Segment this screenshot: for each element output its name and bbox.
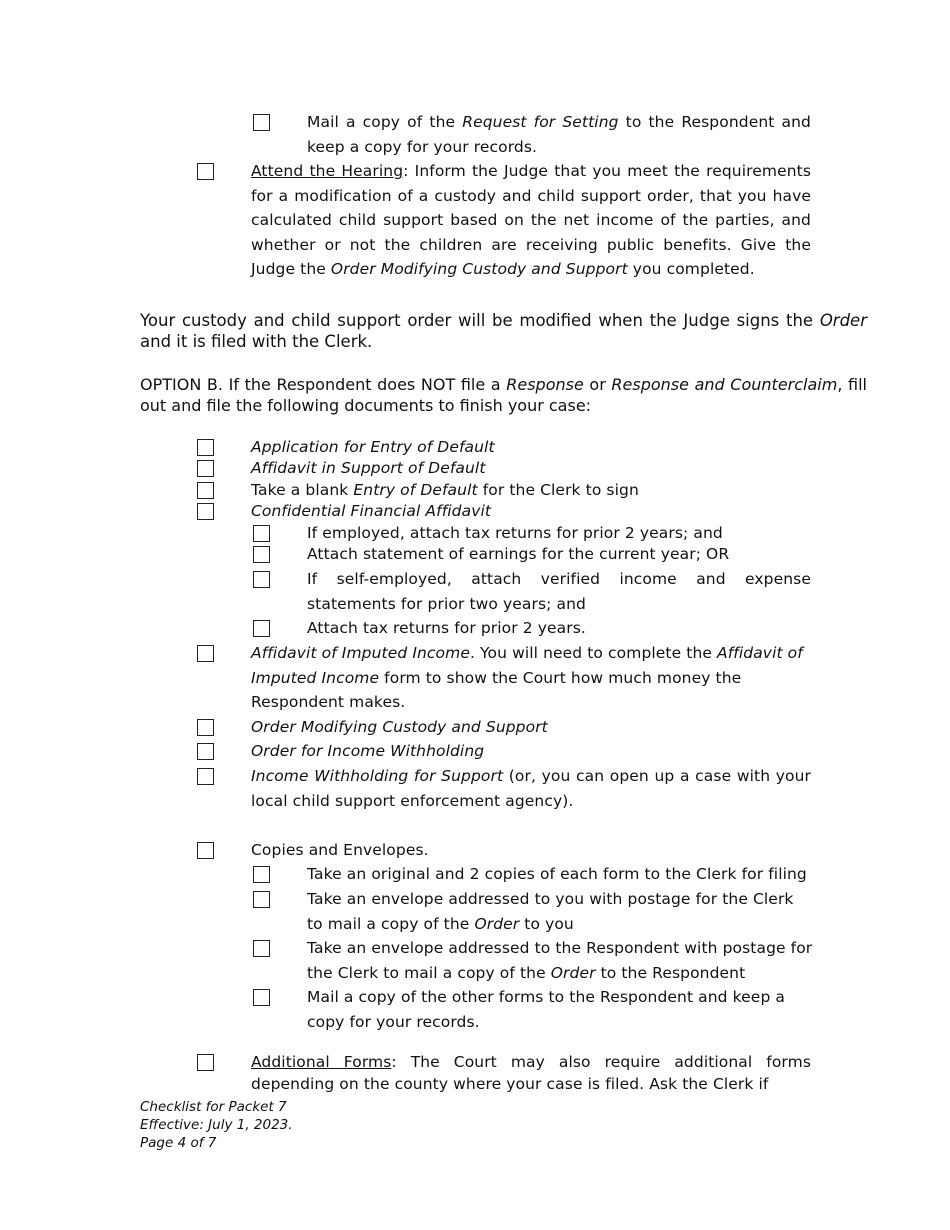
- option-b-label: OPTION B.: [140, 375, 223, 394]
- checkbox-imputed-income[interactable]: [197, 645, 214, 662]
- item-order-withholding: Order for Income Withholding: [251, 742, 485, 760]
- item-imputed-income: Affidavit of Imputed Income. You will need to complete the Affidavit of Imputed Income form to show the Court how much money the Respondent makes.: [251, 644, 803, 711]
- checkbox-application-default[interactable]: [197, 439, 214, 456]
- checkbox-original-copies[interactable]: [253, 866, 270, 883]
- item-mail-other-forms: Mail a copy of the other forms to the Respondent and keep a copy for your records.: [307, 988, 786, 1031]
- item-attach-tax-returns: Attach tax returns for prior 2 years.: [307, 619, 586, 637]
- item-copies-envelopes: Copies and Envelopes.: [251, 841, 429, 859]
- checkbox-employed-tax-returns[interactable]: [253, 525, 270, 542]
- item-mail-request-setting: Mail a copy of the Request for Setting to the Respondent and keep a copy for your records.: [307, 113, 811, 156]
- item-income-withholding: Income Withholding for Support (or, you can open up a case with your local child support enforcement agency).: [251, 767, 811, 810]
- item-self-employed: If self-employed, attach verified income and expense statements for prior two years; and: [307, 570, 811, 613]
- checkbox-envelope-you[interactable]: [253, 891, 270, 908]
- checkbox-additional-forms[interactable]: [197, 1054, 214, 1071]
- checkbox-statement-earnings[interactable]: [253, 546, 270, 563]
- item-statement-earnings: Attach statement of earnings for the current year; OR: [307, 545, 730, 563]
- checkbox-affidavit-default[interactable]: [197, 460, 214, 477]
- footer-checklist-title: Checklist for Packet 7: [140, 1099, 287, 1115]
- footer-effective-date: Effective: July 1, 2023.: [140, 1117, 293, 1133]
- checkbox-copies-envelopes[interactable]: [197, 842, 214, 859]
- footer-page-number: Page 4 of 7: [140, 1135, 217, 1151]
- checkbox-attend-hearing[interactable]: [197, 163, 214, 180]
- item-additional-forms: Additional Forms: The Court may also require additional forms depending on the county where your case is filed. Ask the Clerk if: [251, 1053, 811, 1093]
- checkbox-attach-tax-returns[interactable]: [253, 620, 270, 637]
- checkbox-mail-other-forms[interactable]: [253, 989, 270, 1006]
- item-envelope-you: Take an envelope addressed to you with postage for the Clerk to mail a copy of the Order to you: [307, 890, 794, 933]
- item-application-default: Application for Entry of Default: [251, 438, 495, 456]
- item-financial-affidavit: Confidential Financial Affidavit: [251, 502, 492, 520]
- checkbox-financial-affidavit[interactable]: [197, 503, 214, 520]
- item-affidavit-default: Affidavit in Support of Default: [251, 459, 486, 477]
- item-original-copies: Take an original and 2 copies of each form to the Clerk for filing: [307, 865, 807, 883]
- item-envelope-respondent: Take an envelope addressed to the Respondent with postage for the Clerk to mail a copy of the Order to the Respondent: [307, 939, 813, 982]
- checkbox-order-withholding[interactable]: [197, 743, 214, 760]
- item-blank-entry: Take a blank Entry of Default for the Clerk to sign: [251, 481, 639, 499]
- item-employed-tax-returns: If employed, attach tax returns for prior 2 years; and: [307, 524, 723, 542]
- page-footer: [140, 1098, 293, 1152]
- modification-paragraph: Your custody and child support order will be modified when the Judge signs the Order and it is filed with the Clerk.: [140, 311, 867, 351]
- item-order-modifying: Order Modifying Custody and Support: [251, 718, 548, 736]
- checkbox-self-employed[interactable]: [253, 571, 270, 588]
- checkbox-order-modifying[interactable]: [197, 719, 214, 736]
- checkbox-mail-request-setting[interactable]: [253, 114, 270, 131]
- checkbox-envelope-respondent[interactable]: [253, 940, 270, 957]
- checkbox-income-withholding[interactable]: [197, 768, 214, 785]
- item-attend-hearing: Attend the Hearing: Inform the Judge that you meet the requirements for a modification of a custody and child support order, that you have calculated child support based on the net income of the parties, and whether or not the children are receiving public benefits. Give the Judge the Order Modifying Custody and Support you completed.: [251, 162, 811, 278]
- checkbox-blank-entry[interactable]: [197, 482, 214, 499]
- option-b-paragraph: OPTION B. If the Respondent does NOT file a Response or Response and Counterclaim, fill out and file the following documents to finish your case:: [140, 375, 867, 415]
